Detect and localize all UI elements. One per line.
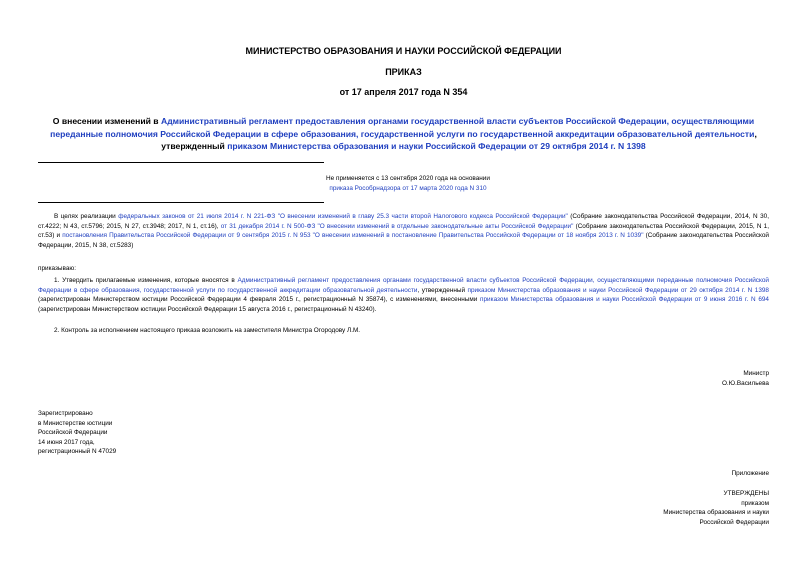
registration-line: в Министерстве юстиции xyxy=(38,419,113,427)
link-regulation[interactable]: Административный регламент предоставления органами государственной власти субъектов Российской Федерации, осуществляющими переданные полномочия Российской Федерации в сфере образования, государственной услуги по государственной аккредитации образовательной деятельности xyxy=(38,277,769,294)
ministry-heading: МИНИСТЕРСТВО ОБРАЗОВАНИЯ И НАУКИ РОССИЙСКОЙ ФЕДЕРАЦИИ xyxy=(245,46,562,56)
title-text: , утвержденный xyxy=(161,128,757,151)
notice-link[interactable]: приказа Рособрнадзора от 17 марта 2020 года N 310 xyxy=(329,184,487,192)
title-link-order-1398[interactable]: приказом Министерства образования и науки Российской Федерации от 29 октября 2014 г. N 1398 xyxy=(227,141,646,151)
order-date: от 17 апреля 2017 года N 354 xyxy=(339,87,468,97)
link-federal-law-221[interactable]: федеральных законов от 21 июля 2014 г. N 221-ФЗ "О внесении изменений в главу 25.3 части второй Налогового кодекса Российской Федерации" xyxy=(118,213,568,220)
validity-notice xyxy=(248,174,568,193)
item-1-text: (зарегистрирован Министерством юстиции Российской Федерации 15 августа 2016 г., регистрационный N 43240). xyxy=(38,305,377,313)
divider xyxy=(38,202,324,203)
title-link-regulation[interactable]: Административный регламент предоставления органами государственной власти субъектов Российской Федерации, осуществляющими переданные полномочия Российской Федерации в сфере образования, государственной услуги по государственной аккредитации образовательной деятельности xyxy=(50,116,755,139)
signature-block xyxy=(569,369,769,388)
item-1-paragraph xyxy=(38,276,769,314)
order-heading: ПРИКАЗ xyxy=(385,67,422,77)
link-federal-law-500[interactable]: от 31 декабря 2014 г. N 500-ФЗ "О внесении изменений в отдельные законодательные акты Российской Федерации" xyxy=(220,222,574,230)
orders-label: приказываю: xyxy=(38,265,76,272)
link-government-decree-953[interactable]: постановления Правительства Российской Федерации от 9 сентября 2015 г. N 953 "О внесении изменений в постановление Правительства Российской Федерации от 18 ноября 2013 г. N 1039" xyxy=(62,232,644,239)
approval-line: Министерства образования и науки xyxy=(663,509,769,516)
document-title xyxy=(38,115,769,153)
link-order-694[interactable]: приказом Министерства образования и науки Российской Федерации от 9 июня 2016 г. N 694 xyxy=(480,296,769,303)
preamble-text: (Собрание законодательства Российской Федерации, 2015, N 1, ст.53) и xyxy=(38,222,770,239)
approval-block xyxy=(549,489,769,527)
item-1-text: , утвержденный xyxy=(417,286,468,294)
item-1-text: (зарегистрирован Министерством юстиции Российской Федерации 4 февраля 2015 г., регистрационный N 35874), с изменениями, внесенными xyxy=(38,296,481,303)
link-order-1398[interactable]: приказом Министерства образования и науки Российской Федерации от 29 октября 2014 г. N 1398 xyxy=(467,286,769,294)
divider xyxy=(38,162,324,163)
registration-block xyxy=(38,409,238,457)
preamble-paragraph xyxy=(38,212,769,250)
registration-line: 14 июня 2017 года, xyxy=(38,438,95,446)
appendix-label: Приложение xyxy=(731,470,769,477)
registration-line: Зарегистрировано xyxy=(38,410,93,417)
approval-line: приказом xyxy=(741,499,769,507)
approval-line: Российской Федерации xyxy=(699,518,769,526)
preamble-text: (Собрание законодательства Российской Федерации, 2014, N 30, ст.4222; N 43, ст.5796; 2015, N 27, ст.3948; 2017, N 1, ст.16), xyxy=(38,213,769,230)
preamble-text: (Собрание законодательства Российской Федерации, 2015, N 38, ст.5283) xyxy=(38,232,770,249)
item-1-text: 1. Утвердить прилагаемые изменения, которые вносятся в xyxy=(54,277,238,284)
preamble-text: В целях реализации xyxy=(54,213,119,220)
approved-label: УТВЕРЖДЕНЫ xyxy=(723,490,769,497)
item-2-paragraph: 2. Контроль за исполнением настоящего приказа возложить на заместителя Министра Огородову Л.М. xyxy=(54,327,361,334)
notice-text: Не применяется с 13 сентября 2020 года на основании xyxy=(326,175,490,182)
registration-line: регистрационный N 47029 xyxy=(38,448,117,455)
registration-line: Российской Федерации xyxy=(38,429,108,436)
signature-name: О.Ю.Васильева xyxy=(721,379,769,387)
signature-position: Министр xyxy=(743,370,769,377)
title-text: О внесении изменений в xyxy=(52,116,161,126)
